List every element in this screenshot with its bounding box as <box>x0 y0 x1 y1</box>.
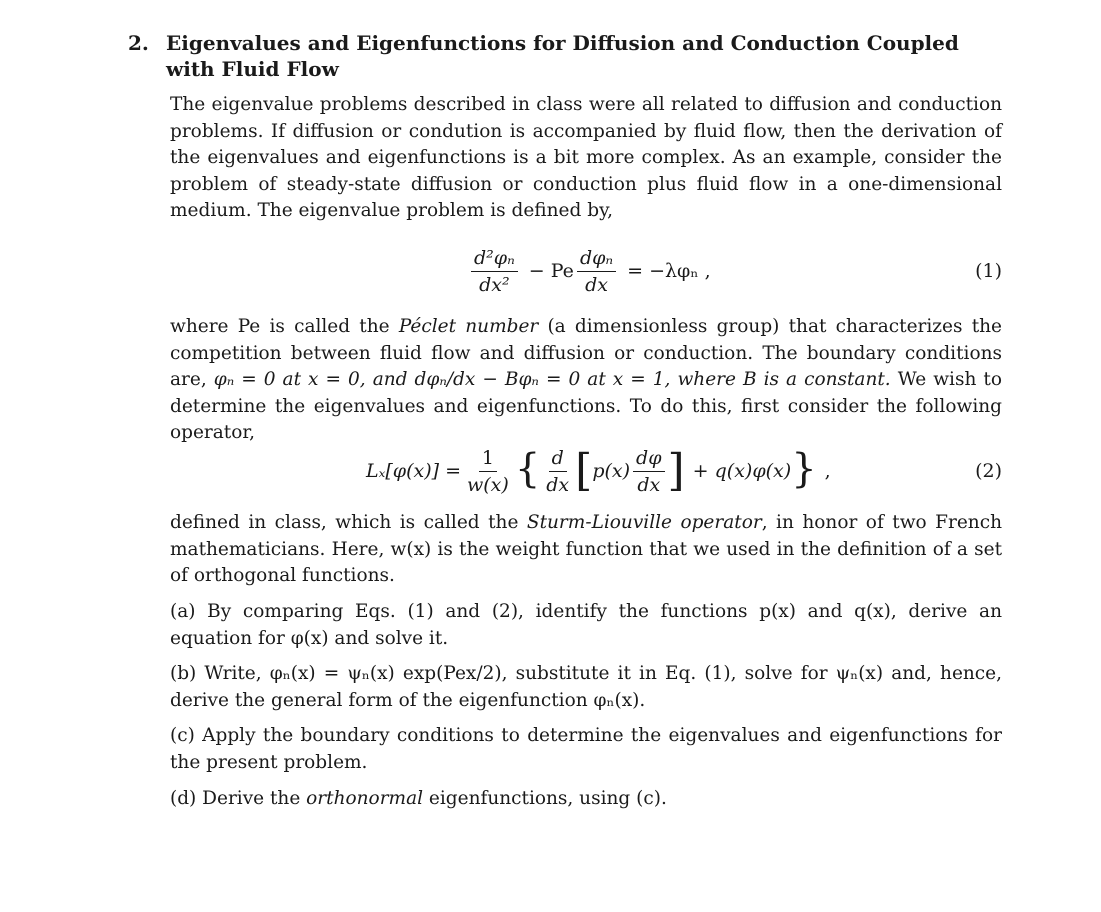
peclet-paragraph: where Pe is called the Péclet number (a dimensionless group) that characterizes the competition between fluid flow and diffusion or conduction. The boundary conditions are, φₙ = 0 at x = 0, and dφₙ/dx − Bφₙ = 0 at x = 1, where B is a constant. We wish to determine the eigenvalues and eigenfunctions. To do this, first consider the following operator, <box>170 316 1002 443</box>
left-bracket-icon: [ <box>575 445 593 496</box>
eq1-number: (1) <box>975 260 1002 282</box>
sturm-liouville-term: Sturm-Liouville operator <box>526 512 762 533</box>
eq2-d-dx: $\frac{d}{dx}$ <box>546 446 570 496</box>
boundary-conditions: φₙ = 0 at x = 0, and dφₙ/dx − Bφₙ = 0 at x = 1, where B is a constant. <box>213 369 891 390</box>
eq2-weight-fraction: $\frac{1}{w(x)}$ <box>467 446 509 496</box>
part-b: (b) Write, φₙ(x) = ψₙ(x) exp(Pex/2), substitute it in Eq. (1), solve for ψₙ(x) and, hence, derive the general form of the eigenfunction φₙ(x). <box>170 663 1002 711</box>
section-heading <box>128 30 1008 82</box>
eq2-lhs: Lₓ[φ(x)] = <box>366 460 461 482</box>
section-number: 2. <box>128 31 149 55</box>
eq2-number: (2) <box>975 460 1002 482</box>
eq1-minus-pe: − Pe <box>528 260 574 282</box>
eq2-comma: , <box>824 460 831 482</box>
part-a: (a) By comparing Eqs. (1) and (2), identify the functions p(x) and q(x), derive an equation for φ(x) and solve it. <box>170 601 1002 649</box>
eq2-dphi-dx: $\frac{d\varphi}{dx}$ <box>633 447 664 496</box>
orthonormal-term: orthonormal <box>306 788 424 809</box>
peclet-term: Péclet number <box>398 316 539 337</box>
eq1-rhs: = −λφₙ , <box>627 260 711 282</box>
equation-2 <box>170 440 1002 502</box>
sturm-liouville-paragraph: defined in class, which is called the Sturm-Liouville operator, in honor of two French mathematicians. Here, w(x) is the weight function that we used in the definition of a set of orthogonal functions. <box>170 512 1002 586</box>
right-bracket-icon: ] <box>667 445 685 496</box>
eq2-q-term: + q(x)φ(x) <box>692 460 792 482</box>
left-brace-icon: { <box>514 446 541 492</box>
equation-1 <box>170 240 1002 302</box>
eq2-p-function: p(x) <box>592 460 631 482</box>
part-d: (d) Derive the orthonormal eigenfunctions, using (c). <box>170 788 667 809</box>
intro-paragraph: The eigenvalue problems described in class were all related to diffusion and conduction problems. If diffusion or condution is accompanied by fluid flow, then the derivation of the eigenvalues and eigenfunctions is a bit more complex. As an example, consider the problem of steady-state diffusion or conduction plus fluid flow in a one-dimensional medium. The eigenvalue problem is defined by, <box>170 94 1002 221</box>
eq1-second-derivative: $\frac{\text{d²φₙ}}{\text{dx²}}$ <box>471 247 518 296</box>
section-title: Eigenvalues and Eigenfunctions for Diffusion and Conduction Coupled with Fluid Flow <box>166 31 959 81</box>
eq1-first-derivative: $\frac{\text{dφₙ}}{dx}$ <box>577 247 616 296</box>
part-c: (c) Apply the boundary conditions to determine the eigenvalues and eigenfunctions for the present problem. <box>170 725 1002 773</box>
right-brace-icon: } <box>791 446 817 492</box>
